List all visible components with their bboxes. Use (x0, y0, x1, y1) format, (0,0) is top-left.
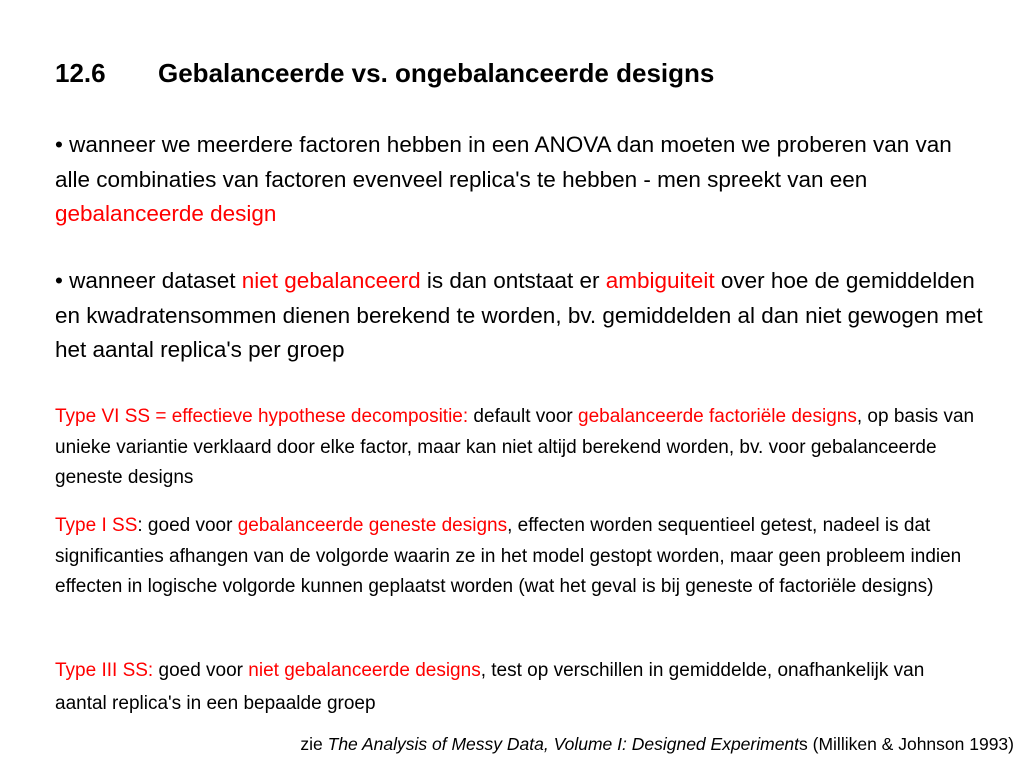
book-title-suffix: s (799, 734, 808, 754)
paragraph-text: , op basis van unieke variantie verklaard door elke factor, maar kan niet altijd berekend worden, bv. voor gebalanceerde geneste designs (55, 406, 975, 488)
type-vi-paragraph (55, 402, 975, 494)
bullet-marker: • (55, 132, 70, 157)
paragraph-text: goed voor (153, 660, 249, 681)
section-number: 12.6 (55, 58, 106, 88)
type-vi-label: Type VI SS = effectieve hypothese decompositie: (55, 406, 469, 427)
paragraph-text: : goed voor (137, 515, 238, 536)
bullet-text: is dan ontstaat er (420, 268, 606, 293)
type-i-paragraph (55, 511, 975, 603)
bullet-balanced-design (55, 128, 985, 232)
bullet-unbalanced-dataset (55, 264, 985, 368)
bullet-text: wanneer dataset (69, 268, 242, 293)
bullet-text: wanneer we meerdere factoren hebben in een ANOVA dan moeten we proberen van van alle combinaties van factoren evenveel replica's te hebben - men spreekt van een (55, 132, 952, 192)
paragraph-text: , effecten worden sequentieel getest, nadeel is dat significanties afhangen van de volgorde waarin ze in het model gestopt worden, maar geen probleem indien effecten in logische volgorde kunnen geplaatst worden (wat het geval is bij geneste of factoriële designs) (55, 515, 962, 597)
highlight-term: niet gebalanceerde designs (248, 660, 481, 681)
reference-authors: (Milliken & Johnson 1993) (807, 734, 1014, 754)
type-iii-paragraph (55, 654, 975, 720)
title-text: Gebalanceerde vs. ongebalanceerde designs (158, 58, 715, 88)
slide-title (55, 58, 714, 89)
highlight-term: gebalanceerde design (55, 201, 277, 226)
paragraph-text: default voor (468, 406, 578, 427)
reference-line (300, 734, 1014, 755)
highlight-term: gebalanceerde geneste designs (237, 515, 508, 536)
highlight-term: ambiguiteit (605, 268, 715, 293)
type-i-label: Type I SS (55, 515, 138, 536)
bullet-marker: • (55, 268, 70, 293)
highlight-term: gebalanceerde factoriële designs (578, 406, 857, 427)
book-title: The Analysis of Messy Data, Volume I: Designed Experiment (327, 734, 800, 754)
highlight-term: niet gebalanceerd (241, 268, 421, 293)
bullet-text: over hoe de gemiddelden en kwadratensommen dienen berekend te worden, bv. gemiddelden al dan niet gewogen met het aantal replica's per groep (55, 268, 983, 362)
reference-prefix: zie (300, 734, 328, 754)
paragraph-text: , test op verschillen in gemiddelde, onafhankelijk van aantal replica's in een bepaalde groep (55, 660, 925, 714)
type-iii-label: Type III SS: (55, 660, 154, 681)
